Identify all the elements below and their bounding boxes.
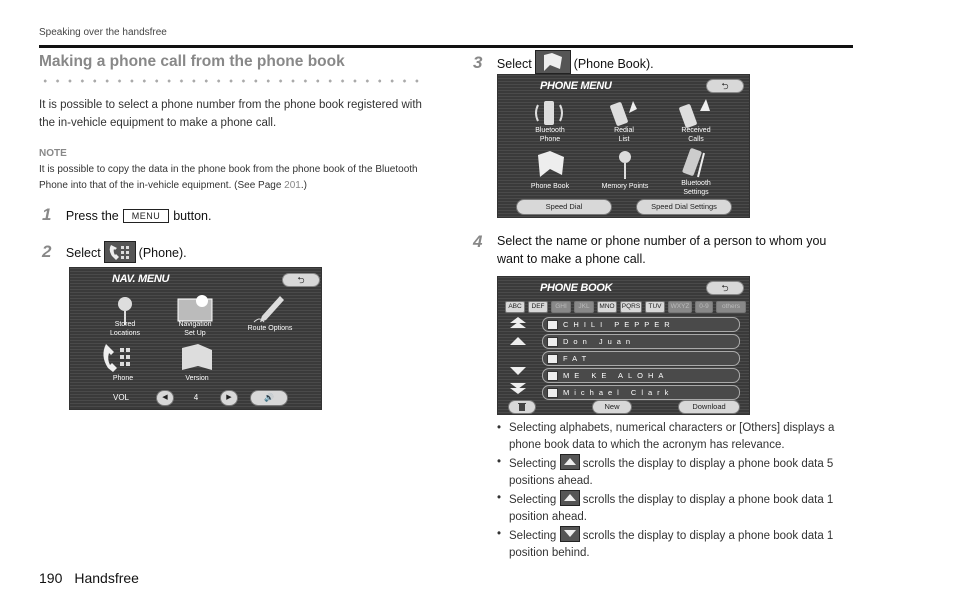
new-entry-button[interactable]: New [592,400,632,414]
back-button[interactable]: ⮌ [706,79,744,93]
back-button[interactable]: ⮌ [706,281,744,295]
tab-0-9[interactable]: 0-9 [695,301,713,313]
redial-list-icon[interactable] [605,97,643,129]
speaker-button[interactable]: 🔊 [250,390,288,406]
step-number: 1 [42,205,52,224]
screen-title: PHONE BOOK [540,282,613,294]
phone-item-label: Memory Points [601,183,649,190]
received-calls-icon[interactable] [676,97,714,129]
list-item[interactable]: Michael Clark [542,385,740,400]
page-footer [39,570,139,586]
tab-def[interactable]: DEF [528,301,548,313]
tab-others[interactable]: others [716,301,746,313]
phone-item-label: Phone Book [530,183,570,190]
step-text: Press the [65,209,119,223]
bluetooth-settings-icon[interactable] [676,147,714,179]
step-number: 3 [473,53,483,72]
step-2 [42,241,187,263]
back-button[interactable]: ⮌ [282,273,320,287]
double-up-arrow-icon[interactable] [508,317,528,329]
phone-entry-icon [547,320,558,330]
phone-menu-screen [497,74,750,218]
vol-value: 4 [193,393,199,402]
tab-jkl[interactable]: JKL [574,301,594,313]
list-item: • Selecting scrolls the display to display a phone book data 1 position behind. [497,526,853,562]
phone-book-icon[interactable] [532,149,570,181]
step-1 [42,205,211,225]
step-text: Select the name or phone number of a person to whom you want to make a phone call. [497,234,827,266]
download-button[interactable]: Download [678,400,740,414]
list-item: • Selecting scrolls the display to display a phone book data 5 positions ahead. [497,454,853,490]
list-item: • Selecting alphabets, numerical characters or [Others] displays a phone book data to which the acronym has relevance. [497,420,853,454]
tab-wxyz[interactable]: WXYZ [668,301,692,313]
step-text: (Phone). [138,246,187,260]
bluetooth-phone-icon[interactable] [530,97,568,129]
list-item[interactable]: CHILI PEPPER [542,317,740,332]
step-text: Select [65,246,101,260]
phone-item-label: Bluetooth Phone [535,127,565,143]
nav-item-label: Stored Locations [110,321,140,337]
screen-title: NAV. MENU [112,273,170,285]
tab-ghi[interactable]: GHI [551,301,571,313]
list-item[interactable]: Don Juan [542,334,740,349]
phone-entry-icon [547,337,558,347]
list-item: • Selecting scrolls the display to display a phone book data 1 position ahead. [497,490,853,526]
nav-item-label: Version [185,375,209,382]
step-number: 2 [42,242,52,261]
nav-item-label: Navigation Set Up [178,321,212,337]
phone-icon[interactable] [98,342,136,374]
down-arrow-icon[interactable] [508,365,528,377]
step-4 [473,232,853,268]
tab-mno[interactable]: MNO [597,301,617,313]
double-down-arrow-icon[interactable] [508,383,528,395]
phone-icon [104,241,136,263]
vol-label: VOL [112,393,129,402]
phone-entry-icon [547,388,558,398]
nav-item-label: Route Options [247,325,293,332]
menu-key-icon: MENU [123,209,170,223]
vol-up-button[interactable]: ▶ [220,390,238,406]
list-item[interactable]: FAT [542,351,740,366]
step-3 [473,50,654,74]
phone-item-label: Redial List [614,127,634,143]
nav-menu-screen [69,267,322,410]
phone-item-label: Received Calls [681,127,711,143]
note-text: It is possible to copy the data in the phone book from the phone book of the Bluetooth Phone into that of the in-vehicle equipment. (See Page 201.) [39,164,418,191]
footer-section: Handsfree [74,570,139,586]
phone-entry-icon [547,354,558,364]
list-item[interactable]: ME KE ALOHA [542,368,740,383]
double-up-arrow-icon [560,454,580,470]
tab-abc[interactable]: ABC [505,301,525,313]
down-arrow-icon [560,526,580,542]
version-icon[interactable] [178,342,216,374]
header-rule [39,45,853,48]
memory-points-icon[interactable] [606,149,644,181]
step-text: button. [173,209,212,223]
nav-item-label: Phone [112,375,134,382]
tab-pqrs[interactable]: PQRS [620,301,642,313]
intro-paragraph: It is possible to select a phone number from the phone book registered with the in-vehicle equipment to make a phone call. [39,99,422,129]
step-text: (Phone Book). [573,57,654,71]
explanation-list [497,420,853,562]
phone-entry-icon [547,371,558,381]
up-arrow-icon [560,490,580,506]
up-arrow-icon[interactable] [508,335,528,347]
trash-icon[interactable] [508,400,536,414]
running-header: Speaking over the handsfree [39,27,167,38]
dotted-divider [39,78,419,84]
vol-down-button[interactable]: ◀ [156,390,174,406]
speed-dial-settings-button[interactable]: Speed Dial Settings [636,199,732,215]
phone-book-screen [497,276,750,415]
step-text: Select [496,57,532,71]
step-number: 4 [473,232,483,251]
screen-title: PHONE MENU [540,80,612,92]
tab-tuv[interactable]: TUV [645,301,665,313]
route-options-icon[interactable] [250,294,288,326]
speed-dial-button[interactable]: Speed Dial [516,199,612,215]
section-title: Making a phone call from the phone book [39,53,345,70]
page-number: 190 [39,570,63,586]
phone-item-label: Bluetooth Settings [681,180,711,196]
page-reference-link[interactable]: 201 [284,179,301,191]
phone-book-icon [535,50,571,74]
note-heading: NOTE [39,148,67,159]
